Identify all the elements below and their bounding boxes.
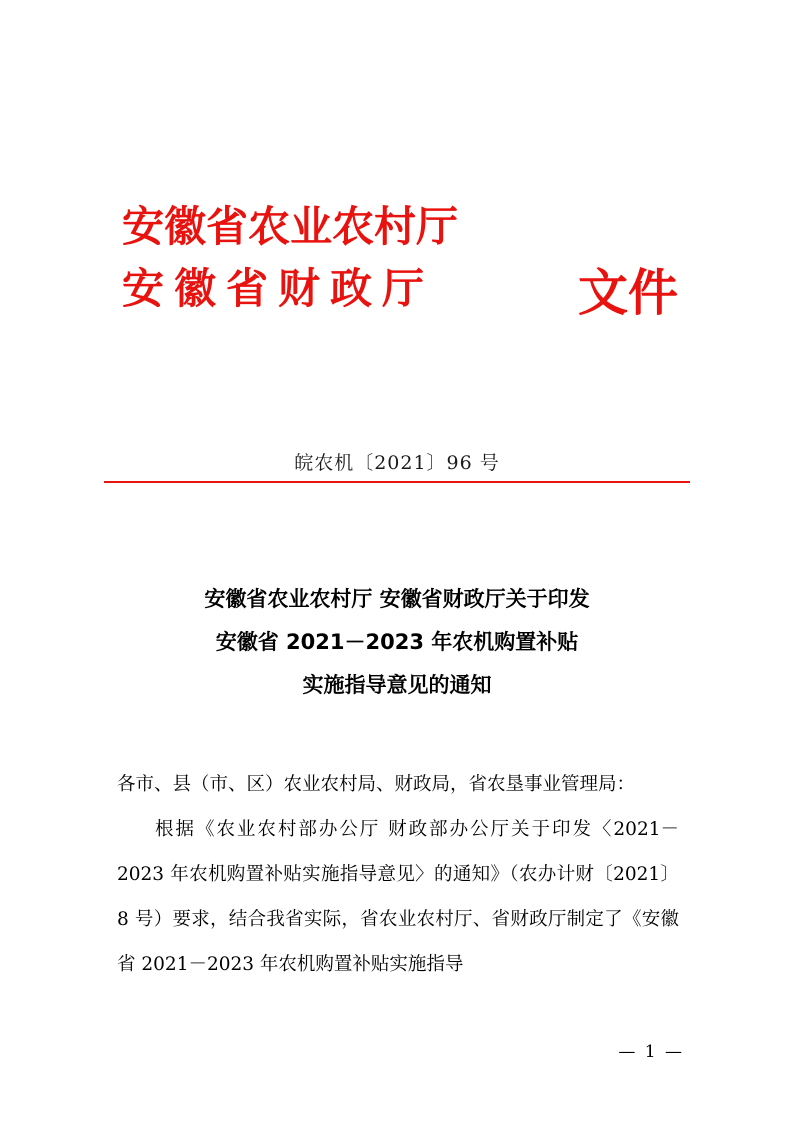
masthead-line-2: 安徽省财政厅 [122,264,435,313]
title-line-1: 安徽省农业农村厅 安徽省财政厅关于印发 [204,587,590,611]
document-number: 皖农机〔2021〕96 号 [294,452,500,474]
document-body [117,762,679,987]
red-separator-rule [104,481,690,483]
masthead-agency-lines [122,196,572,320]
title-line-3: 实施指导意见的通知 [302,673,492,697]
masthead-line-1: 安徽省农业农村厅 [122,202,459,251]
masthead [0,196,794,366]
page-number-footer: — 1 — [618,1042,684,1062]
title-line-2: 安徽省 2021－2023 年农机购置补贴 [215,630,579,654]
masthead-document-word: 文件 [578,264,678,322]
body-paragraph-1: 根据《农业农村部办公厅 财政部办公厅关于印发〈2021－2023 年农机购置补贴实施指导意见〉的通知》（农办计财〔2021〕8 号）要求，结合我省实际，省农业农村厅、省财政厅制定了《安徽省 2021－2023 年农机购置补贴实施指导 [117,819,679,975]
document-title [97,578,697,707]
body-paragraph-addressee: 各市、县（市、区）农业农村局、财政局，省农垦事业管理局： [117,774,636,795]
